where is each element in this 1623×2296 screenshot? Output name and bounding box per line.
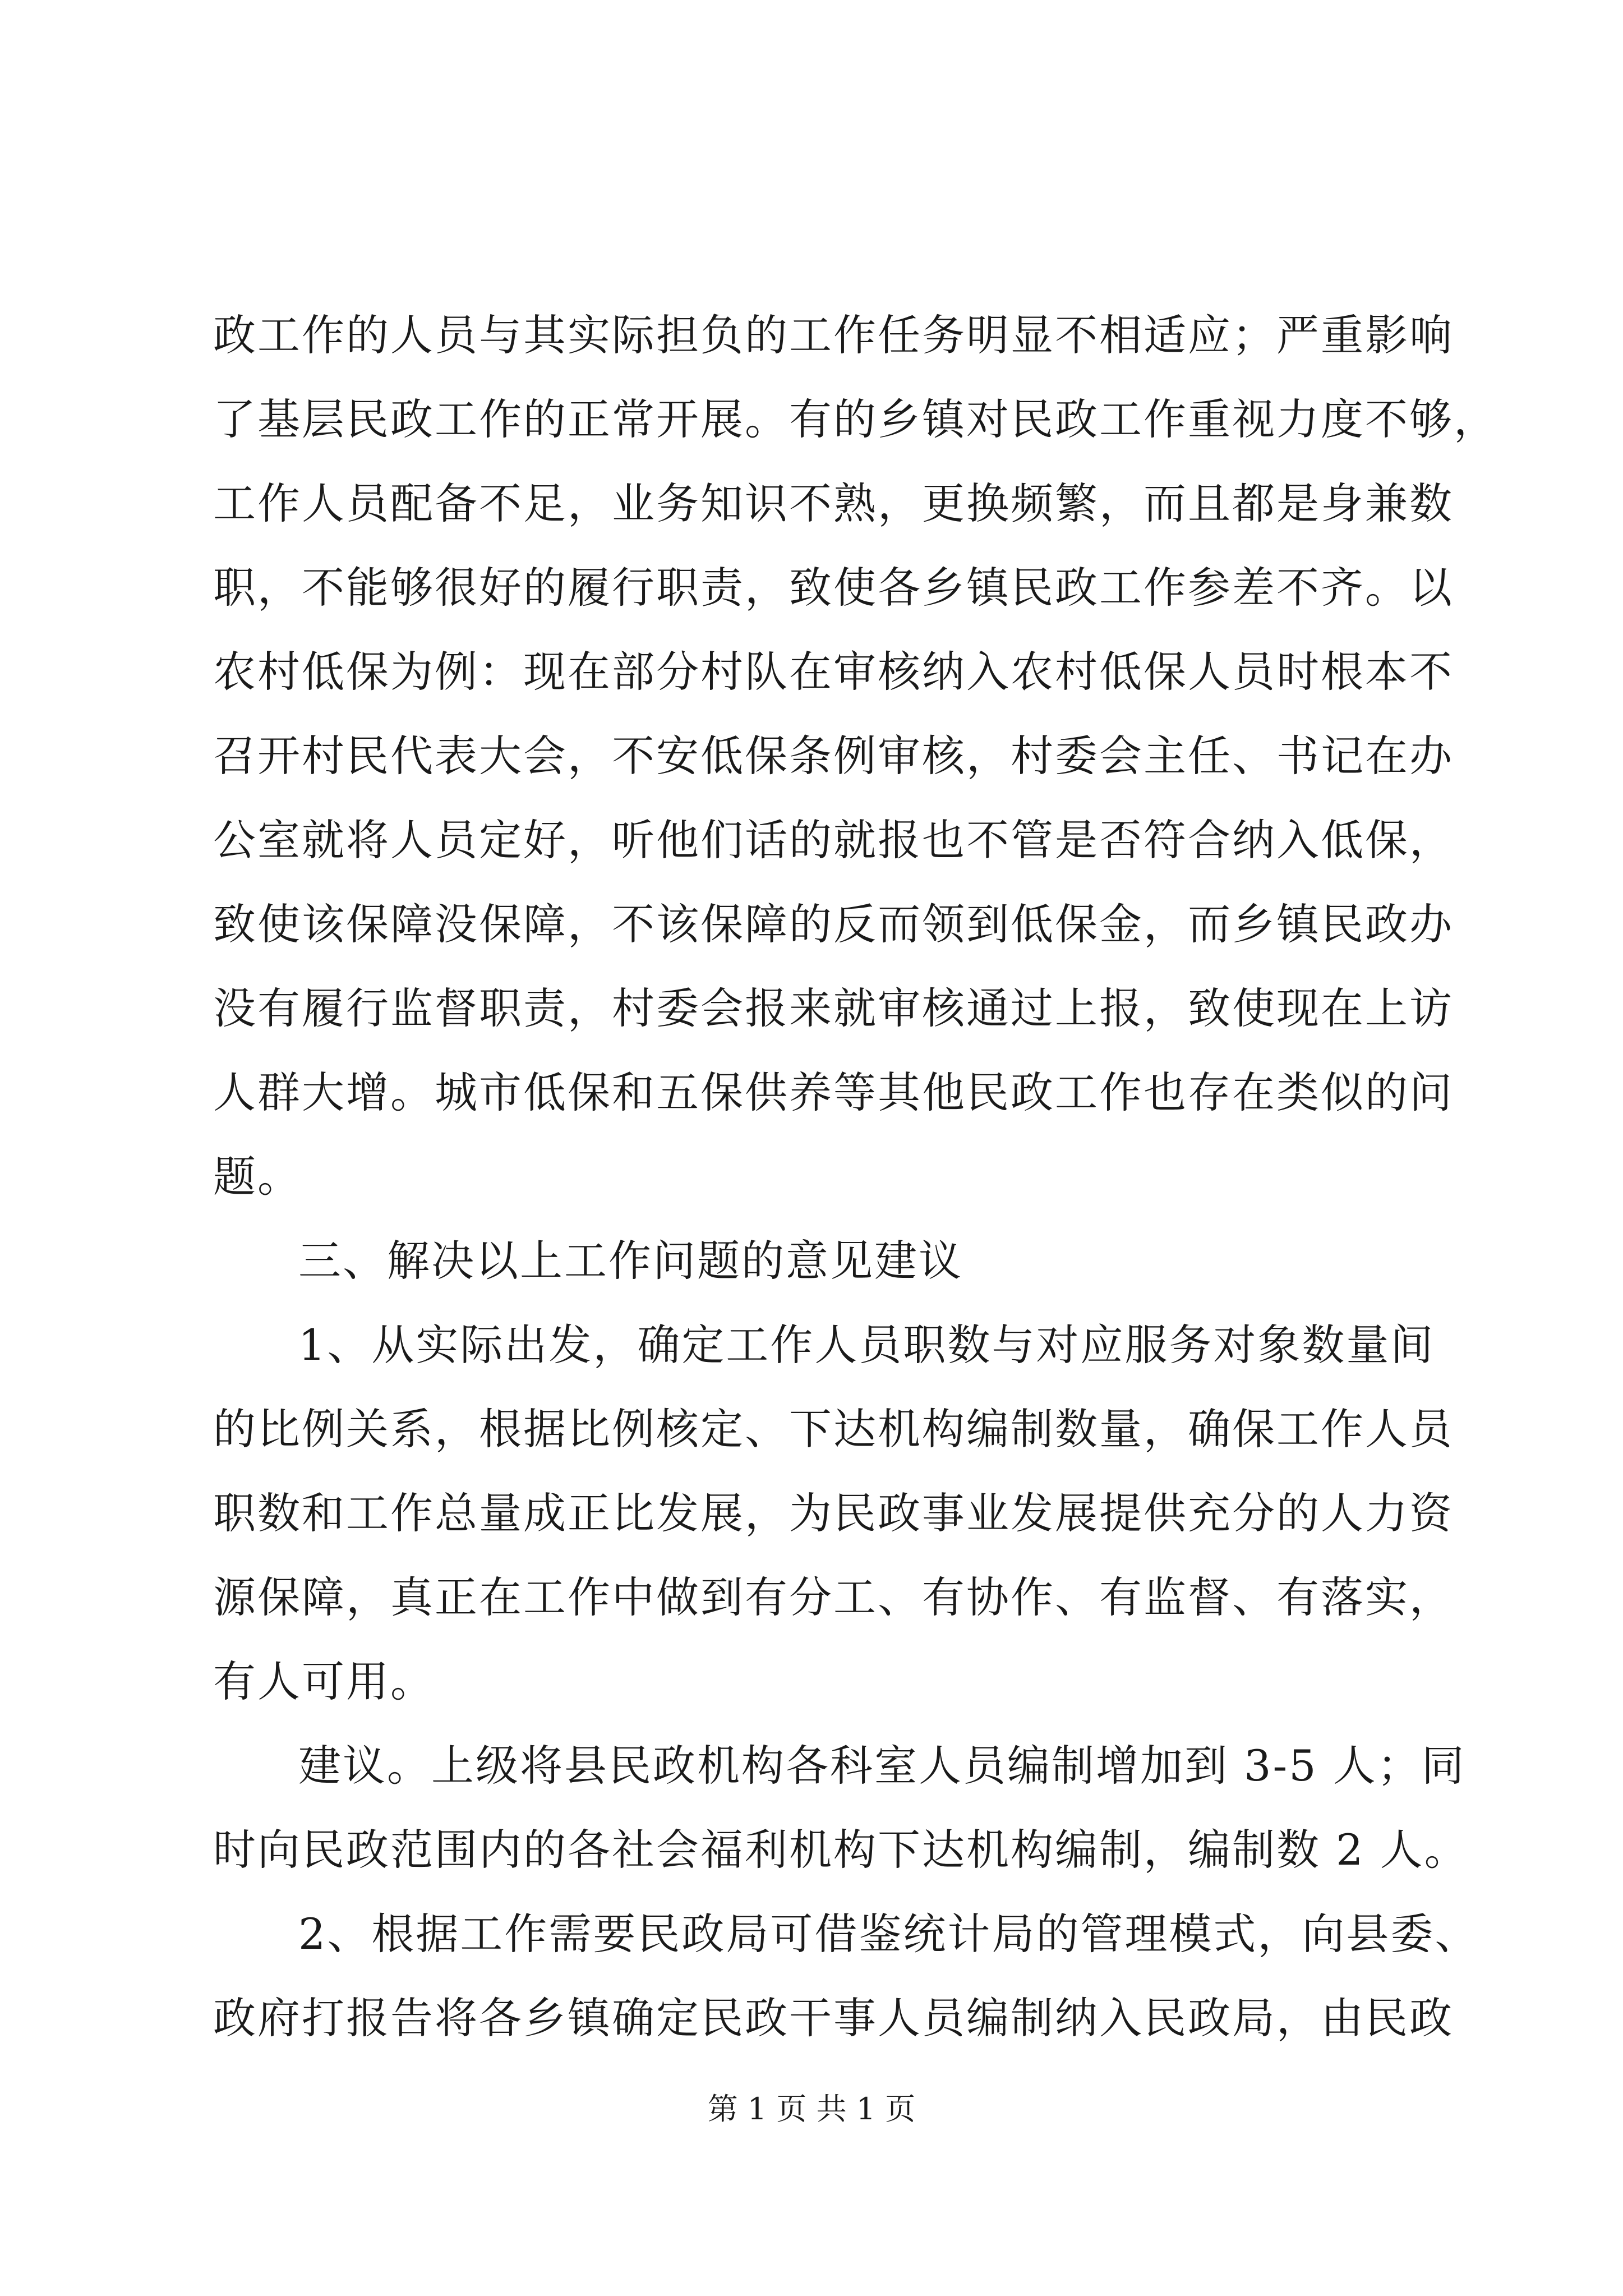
section-heading: 三、解决以上工作问题的意见建议 [298,1236,963,1286]
body-text-line: 1、从实际出发，确定工作人员职数与对应服务对象数量间 [298,1320,1435,1370]
body-text-line: 2、根据工作需要民政局可借鉴统计局的管理模式，向县委、 [298,1909,1479,1959]
body-text-line: 公室就将人员定好，听他们话的就报也不管是否符合纳入低保， [213,815,1454,865]
body-text-line: 没有履行监督职责，村委会报来就审核通过上报，致使现在上访 [213,983,1454,1033]
body-text-line: 致使该保障没保障，不该保障的反而领到低保金，而乡镇民政办 [213,899,1454,949]
body-text-line: 时向民政范围内的各社会福利机构下达机构编制，编制数 2 人。 [213,1825,1469,1875]
body-text-line: 了基层民政工作的正常开展。有的乡镇对民政工作重视力度不够， [213,394,1498,444]
body-text-line: 有人可用。 [213,1657,435,1706]
body-text-line: 工作人员配备不足，业务知识不熟，更换频繁，而且都是身兼数 [213,478,1454,528]
body-text-line: 职数和工作总量成正比发展，为民政事业发展提供充分的人力资 [213,1488,1454,1538]
body-text-line: 农村低保为例：现在部分村队在审核纳入农村低保人员时根本不 [213,647,1454,697]
body-text-line: 政工作的人员与其实际担负的工作任务明显不相适应；严重影响 [213,310,1454,360]
body-text-line: 召开村民代表大会，不安低保条例审核，村委会主任、书记在办 [213,731,1454,781]
body-text-line: 的比例关系，根据比例核定、下达机构编制数量，确保工作人员 [213,1404,1454,1454]
body-text-line: 人群大增。城市低保和五保供养等其他民政工作也存在类似的问 [213,1068,1454,1117]
body-text-line: 职，不能够很好的履行职责，致使各乡镇民政工作参差不齐。以 [213,563,1454,613]
body-text-line: 建议。上级将县民政机构各科室人员编制增加到 3-5 人；同 [298,1741,1466,1791]
body-text-line: 政府打报告将各乡镇确定民政干事人员编制纳入民政局，由民政 [213,1993,1454,2043]
body-text-line: 源保障，真正在工作中做到有分工、有协作、有监督、有落实， [213,1572,1454,1622]
page-footer: 第 1 页 共 1 页 [707,2091,916,2127]
body-text-line: 题。 [213,1152,302,1202]
